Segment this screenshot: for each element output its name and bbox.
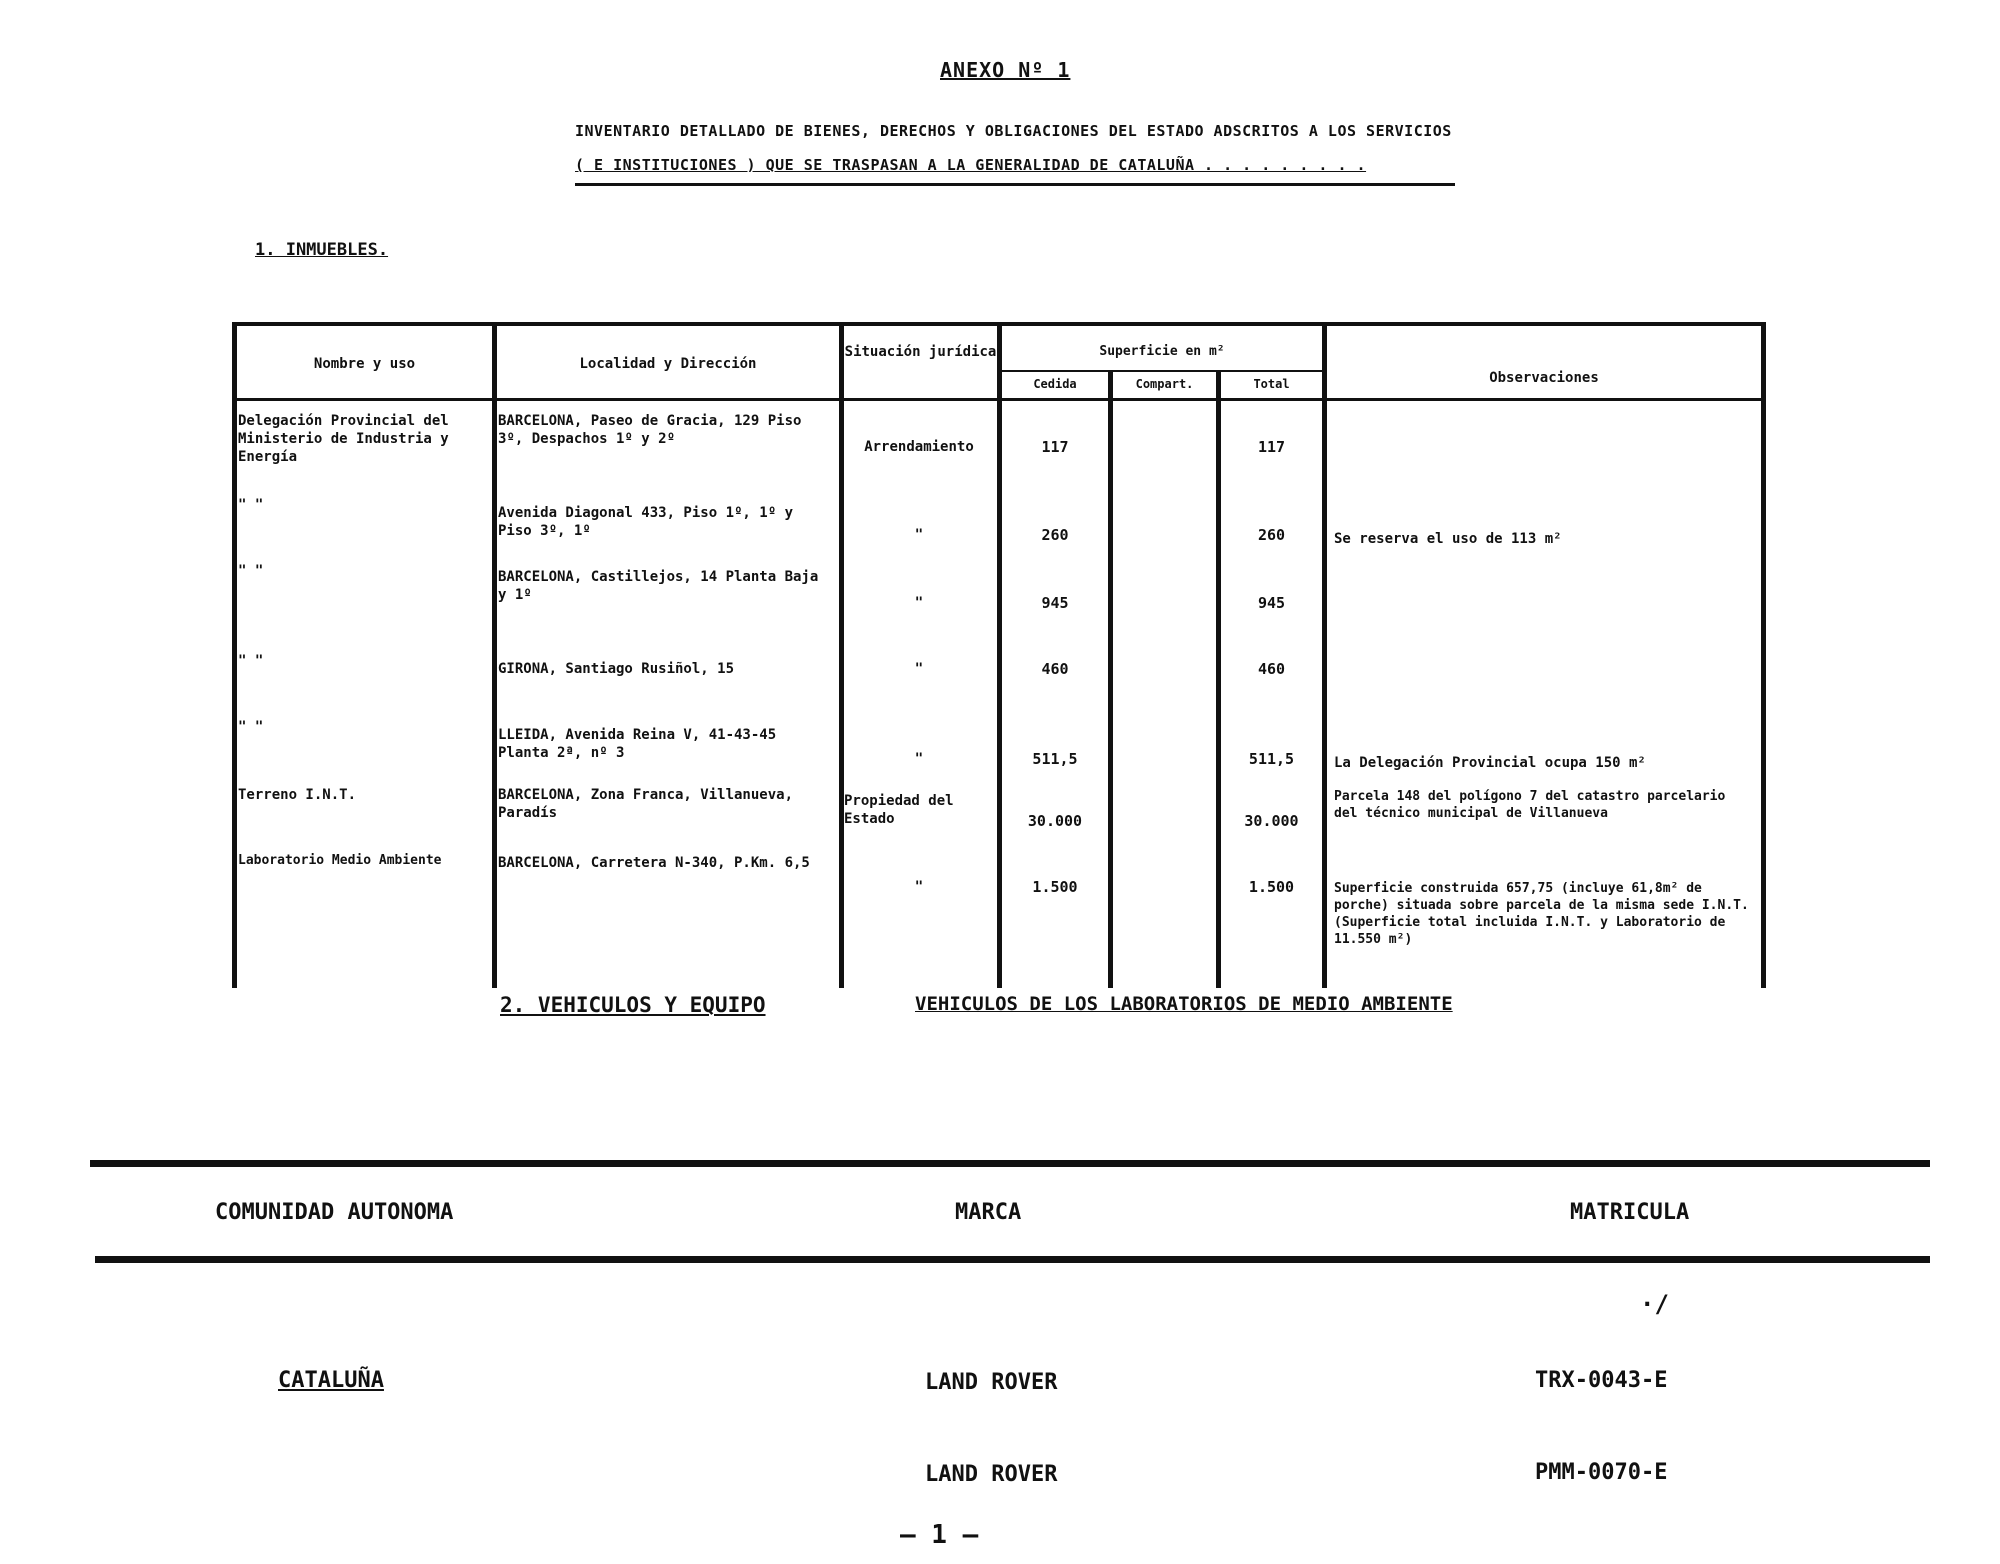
vehicle-row-1-marca: LAND ROVER — [925, 1462, 1058, 1487]
row-0-total: 117 — [1257, 438, 1286, 456]
document-subtitle-line1: INVENTARIO DETALLADO DE BIENES, DERECHOS Y OBLIGACIONES DEL ESTADO ADSCRITOS A LOS SERVICIOS — [575, 122, 1452, 140]
row-3-cedida: 460 — [1041, 660, 1069, 678]
row-5-localidad: BARCELONA, Zona Franca, Villanueva, Paradís — [498, 787, 794, 821]
row-1-observaciones: Se reserva el uso de 113 m² — [1334, 531, 1562, 547]
vehicles-header-rule — [95, 1256, 1930, 1263]
row-0-localidad: BARCELONA, Paseo de Gracia, 129 Piso 3º, Despachos 1º y 2º — [498, 413, 802, 447]
row-2-total: 945 — [1257, 594, 1286, 612]
vehicle-row-0-marca: LAND ROVER — [925, 1370, 1058, 1395]
row-5-situacion: Propiedad del Estado — [844, 793, 954, 827]
vehicles-header-marca: MARCA — [955, 1200, 1022, 1225]
vehicles-header-matricula: MATRICULA — [1570, 1200, 1690, 1225]
row-4-nombre: " " — [238, 719, 264, 735]
vehicle-row-0-matricula: TRX-0043-E — [1535, 1368, 1668, 1393]
row-3-nombre: " " — [238, 653, 264, 669]
row-6-situacion: " — [914, 879, 924, 895]
row-6-total: 1.500 — [1248, 878, 1295, 896]
row-3-total: 460 — [1257, 660, 1286, 678]
section-vehiculos-title: 2. VEHICULOS Y EQUIPO — [500, 993, 766, 1017]
header-nombre: Nombre y uso — [313, 356, 416, 372]
vehicles-header-comunidad: COMUNIDAD AUTONOMA — [215, 1200, 454, 1225]
row-3-situacion: " — [914, 661, 924, 677]
row-6-cedida: 1.500 — [1032, 878, 1078, 896]
header-superficie: Superficie en m² — [1099, 344, 1225, 359]
document-subtitle-line2: ( E INSTITUCIONES ) QUE SE TRASPASAN A LA GENERALIDAD DE CATALUÑA . . . . . . . . . — [575, 156, 1367, 174]
row-5-cedida: 30.000 — [1027, 812, 1083, 830]
handwritten-mark: ·/ — [1640, 1290, 1669, 1318]
row-2-localidad: BARCELONA, Castillejos, 14 Planta Baja y 1º — [498, 569, 819, 603]
section-vehiculos-subtitle: VEHICULOS DE LOS LABORATORIOS DE MEDIO AMBIENTE — [915, 993, 1453, 1015]
row-5-observaciones: Parcela 148 del polígono 7 del catastro parcelario del técnico municipal de Villanueva — [1334, 789, 1726, 821]
row-4-situacion: " — [914, 751, 924, 767]
row-5-nombre: Terreno I.N.T. — [238, 787, 357, 803]
row-3-localidad: GIRONA, Santiago Rusiñol, 15 — [498, 661, 735, 677]
header-compartida: Compart. — [1135, 377, 1194, 391]
row-5-total: 30.000 — [1244, 812, 1299, 830]
row-0-situacion: Arrendamiento — [864, 439, 974, 455]
page-number: — 1 — — [900, 1520, 979, 1550]
row-6-localidad: BARCELONA, Carretera N-340, P.Km. 6,5 — [498, 855, 810, 871]
row-2-cedida: 945 — [1041, 594, 1069, 612]
row-6-observaciones: Superficie construida 657,75 (incluye 61,8m² de porche) situada sobre parcela de la misma sede I.N.T. (Superficie total incluida I.N.T. y Laboratorio de 11.550 m²) — [1334, 881, 1749, 947]
vehicle-row-1-matricula: PMM-0070-E — [1535, 1460, 1668, 1485]
row-1-situacion: " — [914, 527, 924, 543]
row-0-cedida: 117 — [1041, 438, 1069, 456]
row-1-cedida: 260 — [1041, 526, 1069, 544]
row-4-total: 511,5 — [1248, 750, 1295, 768]
header-rule — [575, 183, 1455, 186]
row-2-situacion: " — [914, 595, 924, 611]
row-2-nombre: " " — [238, 563, 264, 579]
header-total: Total — [1253, 377, 1290, 391]
row-1-localidad: Avenida Diagonal 433, Piso 1º, 1º y Piso 3º, 1º — [498, 505, 794, 539]
inmuebles-table — [232, 322, 1766, 988]
header-situacion: Situación jurídica — [844, 344, 997, 360]
row-4-localidad: LLEIDA, Avenida Reina V, 41-43-45 Planta 2ª, nº 3 — [498, 727, 777, 761]
section-inmuebles-title: 1. INMUEBLES. — [255, 240, 389, 260]
row-0-nombre: Delegación Provincial del Ministerio de Industria y Energía — [238, 413, 449, 465]
header-localidad: Localidad y Dirección — [579, 356, 757, 372]
row-6-nombre: Laboratorio Medio Ambiente — [238, 853, 442, 868]
vehicle-row-0-comunidad: CATALUÑA — [278, 1368, 384, 1393]
row-4-cedida: 511,5 — [1032, 750, 1078, 768]
document-title: ANEXO Nº 1 — [940, 58, 1071, 82]
row-1-nombre: " " — [238, 497, 264, 513]
header-cedida: Cedida — [1033, 377, 1077, 391]
row-1-total: 260 — [1257, 526, 1286, 544]
row-4-observaciones: La Delegación Provincial ocupa 150 m² — [1334, 755, 1646, 771]
header-observaciones: Observaciones — [1489, 370, 1599, 386]
vehicles-top-rule — [90, 1160, 1930, 1167]
